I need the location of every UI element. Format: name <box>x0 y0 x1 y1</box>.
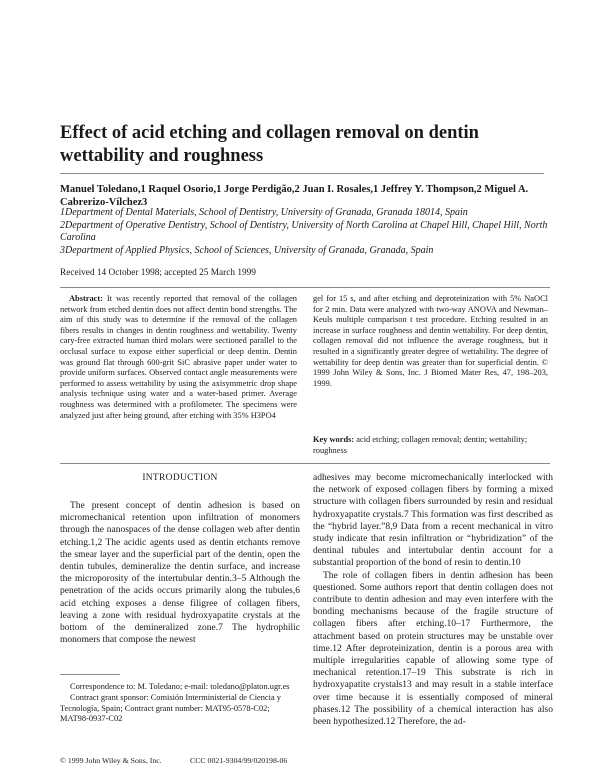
affiliation-1: 1Department of Dental Materials, School of Dentistry, University of Granada, Granada 18014, Spain <box>60 207 468 218</box>
footnote-correspondence: Correspondence to: M. Toledano; e-mail: toledano@platon.ugr.es <box>70 682 290 691</box>
affiliations <box>60 207 560 257</box>
intro-paragraph-1: adhesives may become micromechanically interlocked with the network of exposed collagen fibers by forming a mixed structure with collagen fibers surrounded by resin and residual hydroxyapatite crystals.7 This formation was first described as the “hybrid layer.”8,9 Data from a recent mechanical in vitro study indicate that resin infiltration or “hybridization” of the dentinal tubules and intertubular dentin account for a substantial proportion of the bond of resin to dentin.10 <box>313 473 553 569</box>
affiliation-2: 2Department of Operative Dentistry, School of Dentistry, University of North Carolina at Chapel Hill, Chapel Hill, North Carolina <box>60 219 548 243</box>
paper-title: Effect of acid etching and collagen removal on dentin wettability and roughness <box>60 123 479 166</box>
abstract-left-column <box>60 294 297 421</box>
received-dates: Received 14 October 1998; accepted 25 March 1999 <box>60 268 256 278</box>
intro-right-column <box>313 472 553 728</box>
footnote-grant: Contract grant sponsor: Comisión Interministerial de Ciencia y Tecnología, Spain; Contract grant number: MAT95-0578-C02; MAT98-0937-C02 <box>60 692 281 724</box>
keywords <box>313 435 548 456</box>
affiliation-3: 3Department of Applied Physics, School of Sciences, University of Granada, Granada, Spain <box>60 244 434 256</box>
abstract-bottom-rule <box>60 463 550 464</box>
title-rule <box>60 173 544 174</box>
abstract-text-right: gel for 15 s, and after etching and deproteinization with 5% NaOCl for 2 min. Data were analyzed with two-way ANOVA and Newman–Keuls multiple comparison t test procedure. Etching resulted in an increase in surface roughness and dentin wettability. For deep dentin, collagen removal did not influence the average roughness, but it resulted in a significantly greater degree of wettability. The degree of wettability for deep dentin was greater than for superficial dentin. © 1999 John Wiley & Sons, Inc. J Biomed Mater Res, 47, 198–203, 1999. <box>313 294 548 388</box>
ccc-code: CCC 0021-9304/99/020198-06 <box>190 756 288 765</box>
intro-paragraph-2: The role of collagen fibers in dentin adhesion has been questioned. Some authors report that dentin collagen does not contribute to dentin adhesion and may even interfere with the bonding mechanisms because of the fragile structure of collagen fibers after etching.10–17 Furthermore, the attachment based on protein structures may be unstable over time.12 After deproteinization, dentin is a porous area with multiple irregularities capable of allowing some type of mechanical retention.17–19 This substrate is rich in hydroxyapatite crystals13 and may result in a stable interface over time because it is essentially composed of mineral phases.12 The possibility of a chemical interaction has also been hypothesized.12 Therefore, the ad- <box>313 570 553 728</box>
keywords-text: acid etching; collagen removal; dentin; wettability; roughness <box>313 435 528 455</box>
keywords-label: Key words: <box>313 435 355 444</box>
intro-left-column: The present concept of dentin adhesion is based on micromechanical retention upon infiltration of monomers through the nanospaces of the dense collagen web after dentin etching.1,2 The acidic agents used as dentin etchants remove the smear layer and the superficial part of the dentin, open the dentin tubules, demineralize the dentin surface, and increase the microporosity of the intertubular dentin.3–5 Although the penetration of the acids occurs primarily along the tubules,6 acid etching exposes a dense filigree of collagen fibers, leaving a zone with residual hydroxyapatite crystals at the bottom of the demineralized zone.7 The hydrophilic monomers that compose the newest <box>60 501 300 646</box>
introduction-heading: INTRODUCTION <box>142 473 218 483</box>
author-list: Manuel Toledano,1 Raquel Osorio,1 Jorge Perdigão,2 Juan I. Rosales,1 Jeffrey Y. Thompson,2 Miguel A. Cabrerizo-Vílchez3 <box>60 184 529 208</box>
copyright-notice: © 1999 John Wiley & Sons, Inc. <box>60 756 162 765</box>
footnotes <box>60 682 300 725</box>
abstract-top-rule <box>60 287 550 288</box>
footnote-rule <box>60 674 120 675</box>
abstract-text-left: It was recently reported that removal of the collagen network from etched dentin does not affect dentin bond strengths. The aim of this study was to determine if the removal of the collagen fibers results in changes in dentin roughness and wettability. Twenty cary-free extracted human third molars were sectioned parallel to the occlusal surface to expose either superficial or deep dentin. Dentin was ground flat through 600-grit SiC abrasive paper under water to provide uniform surfaces. Observed contact angle measurements were performed to assess wettability by using the axisymmetric drop shape analysis technique using water and a water-based primer. Average roughness was determined with a profilometer. The specimens were analyzed just after being ground, after etching with 35% H3PO4 <box>60 294 297 420</box>
abstract-label: Abstract: <box>69 294 103 303</box>
